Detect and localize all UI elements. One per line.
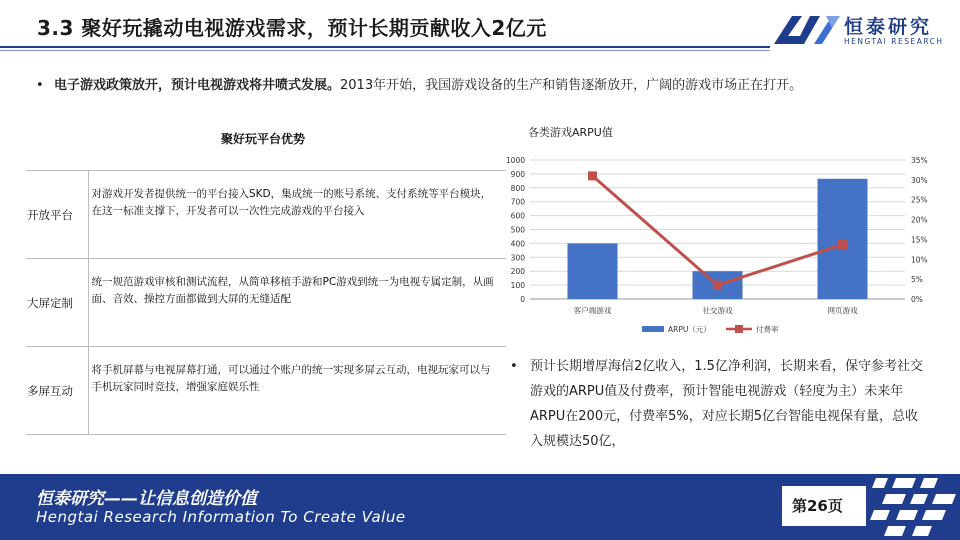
y-right-tick-label: 25% [911,195,928,205]
y-left-tick-label: 400 [510,239,525,249]
bar-网页游戏 [818,179,868,299]
row-description: 统一规范游戏审核和测试流程，从简单移植手游和PC游戏到统一为电视专属定制，从画面、音效、操控方面都做到大屏的无缝适配 [88,259,506,347]
table-row [26,347,506,435]
paying-rate-point [838,240,847,249]
y-right-tick-label: 35% [911,156,928,165]
row-label: 开放平台 [26,171,88,259]
forecast-text: 预计长期增厚海信2亿收入，1.5亿净利润，长期来看，保守参考社交游戏的ARPU值及付费率，预计智能电视游戏（轻度为主）未来年ARPU在200元，付费率5%，对应长期5亿台智能电视保有量，总收入规模达50亿， [530,359,923,449]
footer-slogan-en: Hengtai Research Information To Create Value [36,508,406,526]
revenue-forecast-paragraph [510,354,930,454]
y-right-tick-label: 5% [911,275,923,285]
paying-rate-point [588,171,597,180]
y-right-tick-label: 30% [911,175,928,185]
y-left-tick-label: 1000 [505,156,525,165]
table-row [26,171,506,259]
legend-swatch-arpu [642,326,664,332]
y-left-tick-label: 900 [510,169,525,179]
bar-客户端游戏 [568,243,618,299]
y-left-tick-label: 300 [510,253,525,263]
x-tick-label: 客户端游戏 [573,306,612,315]
intro-text: 2013年开始，我国游戏设备的生产和销售逐渐放开，广阔的游戏市场正在打开。 [340,78,803,93]
y-left-tick-label: 700 [510,197,525,207]
row-label: 多屏互动 [26,347,88,435]
y-right-tick-label: 0% [911,295,923,304]
bullet-dot: • [510,359,518,374]
header-rule-thin [0,50,770,51]
y-right-tick-label: 10% [911,255,928,265]
header-rule [0,46,770,48]
legend-label-arpu: ARPU（元） [668,325,711,334]
x-tick-label: 网页游戏 [827,306,858,315]
chart-title: 各类游戏ARPU值 [528,126,613,139]
y-left-tick-label: 0 [520,295,525,304]
intro-bold-text: 电子游戏政策放开，预计电视游戏将井喷式发展。 [54,78,341,93]
logo-text-cn: 恒泰研究 [844,16,933,38]
y-left-tick-label: 800 [510,183,525,193]
page-number: 第26页 [792,497,843,515]
platform-advantages-table [26,170,506,435]
paying-rate-line [593,176,843,285]
row-description: 对游戏开发者提供统一的平台接入SKD，集成统一的账号系统、支付系统等平台模块，在这一标准支撑下，开发者可以一次性完成游戏的平台接入 [88,171,506,259]
slide-title: 3.3 聚好玩撬动电视游戏需求，预计长期贡献收入2亿元 [37,16,547,40]
intro-paragraph [36,72,926,99]
legend-label-rate: 付费率 [756,325,779,334]
footer-slogan-cn: 恒泰研究——让信息创造价值 [36,489,257,509]
footer-decoration-icon [866,474,960,540]
y-right-tick-label: 20% [911,215,928,225]
row-label: 大屏定制 [26,259,88,347]
table-row [26,259,506,347]
y-left-tick-label: 100 [510,281,525,291]
row-description: 将手机屏幕与电视屏幕打通，可以通过个账户的统一实现多屏云互动，电视玩家可以与手机玩家同时竞技，增强家庭娱乐性 [88,347,506,435]
y-left-tick-label: 600 [510,211,525,221]
paying-rate-point [713,281,722,290]
bullet-dot: • [36,78,44,93]
x-tick-label: 社交游戏 [702,306,733,315]
arpu-chart [500,142,945,342]
y-right-tick-label: 15% [911,235,928,245]
logo-text-en: HENGTAI RESEARCH [844,37,944,46]
y-left-tick-label: 500 [510,225,525,235]
y-left-tick-label: 200 [510,267,525,277]
table-title: 聚好玩平台优势 [220,132,305,146]
legend-marker-rate [735,325,743,333]
